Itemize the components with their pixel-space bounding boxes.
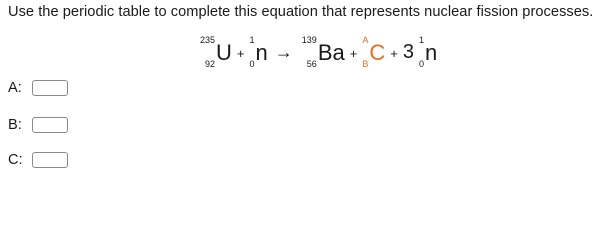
reaction-arrow-icon: →: [274, 41, 293, 62]
element-symbol: C: [369, 40, 386, 65]
mass-number: 139: [301, 35, 317, 45]
nuclide-neutron: [419, 37, 437, 67]
nuclide-neutron: [250, 37, 268, 67]
plus-sign: +: [236, 45, 245, 61]
fission-equation: [200, 37, 437, 67]
answer-input-c[interactable]: [32, 152, 68, 168]
element-symbol: n: [424, 40, 438, 65]
nuclide-barium: [302, 37, 345, 67]
question-text: Use the periodic table to complete this equation that represents nuclear fission processes.: [8, 4, 594, 20]
neutron-coefficient: 3: [402, 40, 414, 63]
answer-input-a[interactable]: [32, 80, 68, 96]
element-symbol: n: [255, 40, 268, 65]
answer-input-b[interactable]: [32, 117, 68, 133]
answer-row-a: [8, 80, 68, 96]
plus-sign: +: [390, 45, 398, 61]
atomic-number: B: [362, 59, 369, 69]
atomic-number: 0: [249, 59, 255, 69]
nuclide-unknown: [362, 37, 385, 67]
answer-row-c: [8, 152, 68, 168]
answer-label-a: A:: [8, 80, 22, 96]
element-symbol: U: [216, 40, 232, 65]
mass-number: 235: [200, 35, 216, 45]
answer-label-b: B:: [8, 117, 22, 133]
nuclide-uranium: [200, 37, 232, 67]
atomic-number: 92: [205, 59, 216, 69]
plus-sign: +: [349, 45, 358, 61]
answer-row-b: [8, 117, 68, 133]
mass-number: 1: [418, 35, 424, 45]
mass-number: 1: [249, 35, 255, 45]
mass-number: A: [362, 35, 369, 45]
atomic-number: 0: [418, 59, 424, 69]
answer-label-c: C:: [8, 152, 23, 168]
element-symbol: Ba: [317, 40, 345, 65]
atomic-number: 56: [306, 59, 317, 69]
